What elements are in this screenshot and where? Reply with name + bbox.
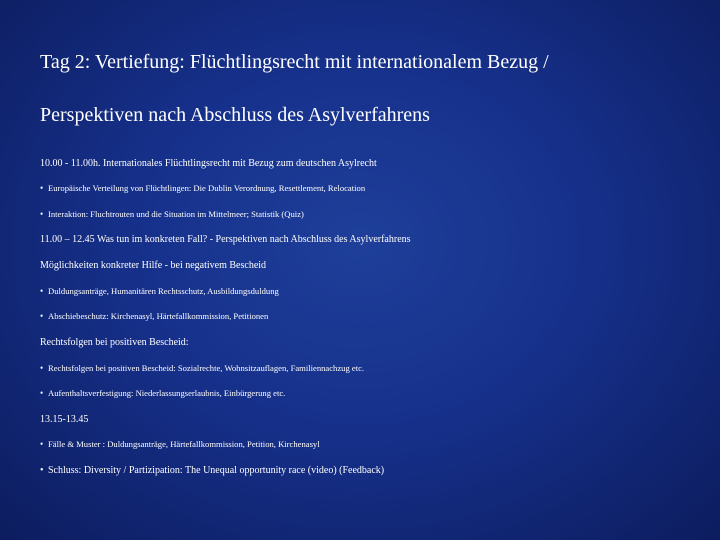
slide-title xyxy=(40,36,700,142)
agenda-line xyxy=(40,158,710,183)
agenda-text: Schluss: Diversity / Partizipation: The Unequal opportunity race (video) (Feedback) xyxy=(48,465,385,476)
title-line-2: Perspektiven nach Abschluss des Asylverfahrens xyxy=(40,104,430,126)
bullet-icon: • xyxy=(40,311,44,321)
agenda-line xyxy=(40,414,710,439)
agenda-text: Aufenthaltsverfestigung: Niederlassungserlaubnis, Einbürgerung etc. xyxy=(48,388,286,398)
bullet-icon: • xyxy=(40,183,44,193)
agenda-text: Rechtsfolgen bei positiven Bescheid: Sozialrechte, Wohnsitzauflagen, Familiennachzug etc. xyxy=(48,363,365,373)
agenda-bullet-item xyxy=(40,209,710,234)
agenda-line xyxy=(40,234,710,260)
bullet-icon: • xyxy=(40,363,44,373)
agenda-bullet-item xyxy=(40,183,710,209)
agenda-text: Duldungsanträge, Humanitären Rechtsschutz, Ausbildungsduldung xyxy=(48,286,279,296)
bullet-icon: • xyxy=(40,209,44,219)
bullet-icon: • xyxy=(40,286,44,296)
bullet-icon: • xyxy=(40,439,44,449)
agenda-text: Möglichkeiten konkreter Hilfe - bei negativem Bescheid xyxy=(40,260,267,271)
agenda-bullet-item xyxy=(40,311,710,337)
title-line-1: Tag 2: Vertiefung: Flüchtlingsrecht mit internationalem Bezug / xyxy=(40,51,549,73)
agenda-bullet-item xyxy=(40,363,710,388)
agenda-text: 13.15-13.45 xyxy=(40,414,89,425)
slide-content xyxy=(40,158,710,490)
agenda-text: 10.00 - 11.00h. Internationales Flüchtlingsrecht mit Bezug zum deutschen Asylrecht xyxy=(40,158,377,169)
agenda-bullet-item xyxy=(40,439,710,465)
agenda-text: Abschiebeschutz: Kirchenasyl, Härtefallkommission, Petitionen xyxy=(48,311,269,321)
bullet-icon: • xyxy=(40,388,44,398)
agenda-text: Rechtsfolgen bei positiven Bescheid: xyxy=(40,337,189,348)
agenda-line xyxy=(40,260,710,286)
agenda-text: Fälle & Muster : Duldungsanträge, Härtefallkommission, Petition, Kirchenasyl xyxy=(48,439,320,449)
agenda-text: Interaktion: Fluchtrouten und die Situation im Mittelmeer; Statistik (Quiz) xyxy=(48,209,304,219)
bullet-icon: • xyxy=(40,465,44,476)
agenda-bullet-item xyxy=(40,388,710,414)
agenda-text: Europäische Verteilung von Flüchtlingen: Die Dublin Verordnung, Resettlement, Relocation xyxy=(48,183,366,193)
agenda-line xyxy=(40,337,710,363)
agenda-bullet-item xyxy=(40,465,710,490)
agenda-text: 11.00 – 12.45 Was tun im konkreten Fall? - Perspektiven nach Abschluss des Asylverfahrens xyxy=(40,234,411,245)
agenda-bullet-item xyxy=(40,286,710,311)
